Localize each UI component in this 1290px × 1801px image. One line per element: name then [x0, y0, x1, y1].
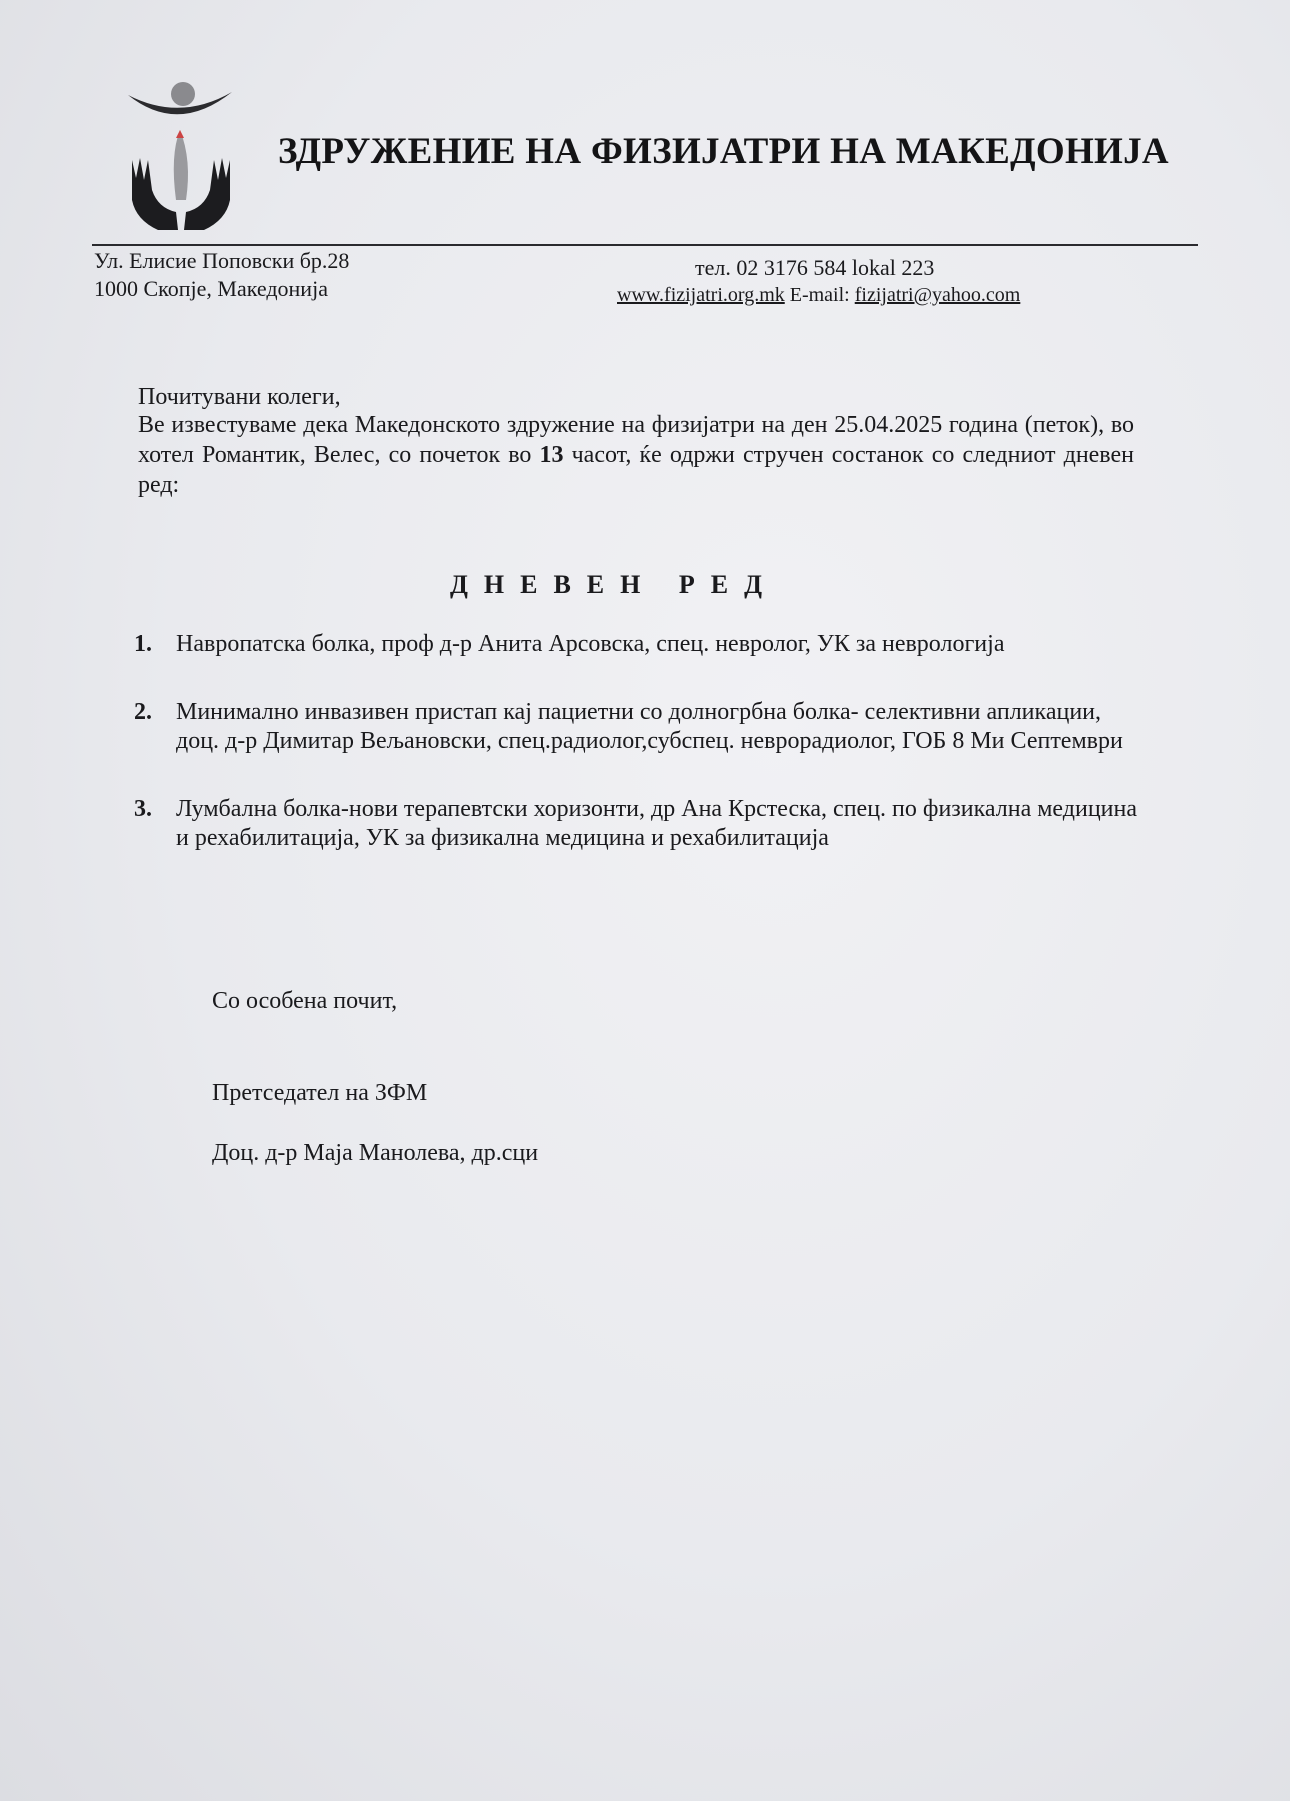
agenda-item-text: Навропатска болка, проф д-р Анита Арсовска, спец. невролог, УК за неврологија — [176, 631, 1005, 657]
email-label: E-mail: — [789, 284, 850, 306]
closing-salutation: Со особена почит, — [212, 988, 398, 1014]
signer-title: Претседател на ЗФМ — [212, 1080, 428, 1106]
agenda-item — [128, 698, 1138, 756]
greeting: Почитувани колеги, — [138, 384, 341, 410]
phone-number: тел. 02 3176 584 lokal 223 — [695, 255, 935, 280]
intro-paragraph — [138, 410, 1134, 500]
agenda-item-number: 3. — [134, 796, 152, 822]
raised-hands-logo-icon — [118, 80, 238, 240]
email-link[interactable]: fizijatri@yahoo.com — [854, 284, 1021, 306]
agenda-item-text: Минимално инвазивен пристап кај пациетни со долногрбна болка- селективни апликации, доц. д-р Димитар Вељановски, спец.радиолог,субспец. неврорадиолог, ГОБ 8 Ми Септември — [176, 699, 1123, 754]
address-block — [94, 247, 349, 303]
website-link[interactable]: www.fizijatri.org.mk — [617, 284, 785, 306]
intro-text-start: Ве известуваме дека Македонското здружение на физијатри на ден 25.04.2025 година (петок), во хотел Романтик, Велес, со почеток во — [138, 412, 1134, 468]
agenda-item-text: Лумбална болка-нови терапевтски хоризонти, др Ана Крстеска, спец. по физикална медицина и рехабилитација, УК за физикална медицина и рехабилитација — [176, 796, 1138, 851]
signer-name: Доц. д-р Маја Манолева, др.сци — [212, 1140, 539, 1166]
agenda-item — [128, 795, 1138, 853]
address-city: 1000 Скопје, Македонија — [94, 276, 328, 301]
agenda-item — [128, 630, 1138, 659]
agenda-list — [128, 630, 1138, 892]
intro-time: 13 — [539, 442, 564, 468]
agenda-item-number: 2. — [134, 699, 152, 725]
agenda-item-number: 1. — [134, 631, 152, 657]
address-street: Ул. Елисие Поповски бр.28 — [94, 248, 350, 273]
header-divider — [92, 244, 1198, 246]
intro-text-end: часот, ќе одржи стручен состанок со следниот дневен ред: — [138, 442, 1134, 498]
organization-name: ЗДРУЖЕНИЕ НА ФИЗИЈАТРИ НА МАКЕДОНИЈА — [278, 131, 1169, 172]
agenda-title: ДНЕВЕН РЕД — [450, 570, 778, 599]
contact-web — [617, 284, 1020, 307]
